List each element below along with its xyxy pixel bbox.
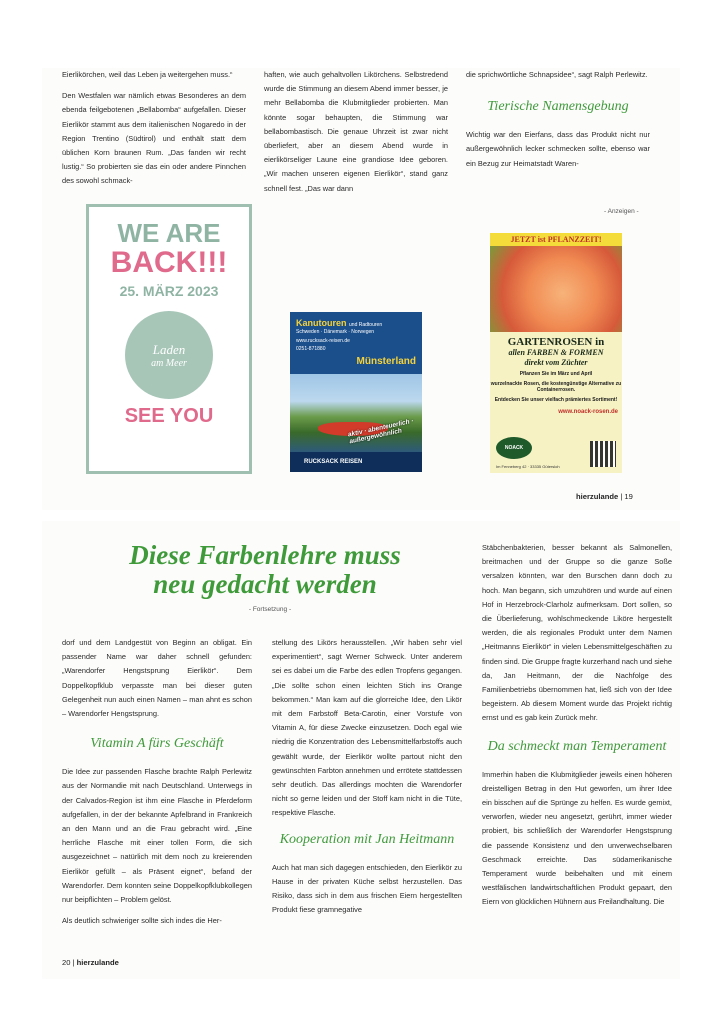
paragraph: Immerhin haben die Klubmitglieder jeweils einen höheren dreistelligen Betrag in den Hut geworfen, um ihrer Idee ein bisschen auf die Sprünge zu helfen. Es wurde gemixt, verworfen, wieder neu angesetzt, gerührt, immer wieder probiert, bis schließlich der Warendorfer Hengstsprung die passende Konsistenz und den unverwechselbaren Geschmack erreichte. Das südamerikanische Temperament wurde beibehalten und mit einem westfälischen landwirtschaftlichen Produkt gepaart, den Eiern von glücklichen Hühnern aus Freilandhaltung. Die bbox=[482, 769, 672, 907]
paragraph: die sprichwörtliche Schnapsidee“, sagt Ralph Perlewitz. bbox=[466, 70, 648, 79]
article-column-2 bbox=[264, 68, 448, 203]
noack-logo-icon: NOACK bbox=[496, 437, 532, 459]
ad-headline: WE ARE bbox=[117, 218, 221, 248]
ad-text: 0251-871880 bbox=[296, 346, 326, 352]
ad-kanutouren[interactable] bbox=[290, 312, 422, 472]
paragraph: haften, wie auch gehaltvollen Likörchens. Selbstredend wurde die Stimmung an diesem Abend immer besser, je mehr Bellabomba die Klubmitglieder probierten. Man könnte sogar behaupten, die Stimmung war bellabombastisch. Die genaue Uhrzeit ist zwar nicht überliefert, aber an diesem Abend wurde in eierlikörseliger Laune eine grandiose Idee geboren. „Wir machen unseren eigenen Eierlikör“, stand ganz schnell fest. „Das war dann bbox=[264, 70, 448, 193]
section-heading: Kooperation mit Jan Heitmann bbox=[279, 831, 455, 847]
rose-photo bbox=[490, 246, 622, 332]
ad-label: - Anzeigen - bbox=[604, 208, 639, 215]
paragraph: dorf und dem Landgestüt von Beginn an obligat. Ein passender Name war daher schnell gefunden: „Warendorfer Hengstsprung Eierlikör“. Dem Doppelkopfklub verpasste man bei dieser guten Gelegenheit nun auch einen Namen – man ahnt es schon – Warendorfer Hengstsprung. bbox=[62, 638, 252, 719]
continuation-label: - Fortsetzung - bbox=[248, 606, 292, 613]
laden-am-meer-logo-icon bbox=[125, 311, 213, 399]
paragraph: Wichtig war den Eierfans, dass das Produkt nicht nur außergewöhnlich lecker schmecken sollte, ebenso war ein Bezug zur Heimatstadt Waren- bbox=[466, 130, 650, 168]
page-folio: hierzulande | 19 bbox=[576, 492, 633, 501]
ad-title: Kanutouren und Radtouren bbox=[296, 318, 383, 328]
ad-text: Entdecken Sie unser vielfach prämiertes Sortiment! bbox=[494, 396, 618, 403]
paragraph: Eierlikörchen, weil das Leben ja weitergehen muss.“ bbox=[62, 70, 233, 79]
ad-text: wurzelnackte Rosen, die kostengünstige Alternative zu Containerrosen. bbox=[490, 380, 622, 393]
article-column-3 bbox=[466, 68, 650, 178]
article-column-3 bbox=[482, 541, 672, 917]
ad-region: Münsterland bbox=[356, 355, 416, 367]
logo-text: Laden bbox=[152, 341, 186, 357]
article-column-2 bbox=[272, 636, 462, 924]
paragraph: Auch hat man sich dagegen entschieden, den Eierlikör zu Hause in der privaten Küche selbst herzustellen. Das Risiko, dass sich in dem aus frischen Eiern hergestellten Produkt fiese gramnegative bbox=[272, 862, 462, 915]
ad-text: Pflanzen Sie im März und April bbox=[519, 371, 593, 377]
ad-text: Schweden · Dänemark · Norwegen bbox=[296, 329, 375, 335]
section-heading: Vitamin A fürs Geschäft bbox=[90, 736, 224, 752]
article-column-1 bbox=[62, 68, 246, 196]
ad-subtitle: direkt vom Züchter bbox=[524, 358, 588, 367]
paragraph: stellung des Likörs herausstellen. „Wir haben sehr viel experimentiert“, sagt Werner Schweck. Unter anderem sei es dabei um die Farbe des edlen Tropfens gegangen. „Die sollte schon einen leichten Stich ins Orange bekommen.“ Man kam auf die glorreiche Idee, den Likör mit dem Farbstoff Beta-Carotin, einer Vorstufe von Vitamin A, für diese Zwecke einzusetzen. Doch egal wie niedrig die Konzentration des Lebensmittelfarbstoffs auch gewählt wurde, der Eierlikör wollte partout nicht den gewünschten Farbton annehmen und errötete stattdessen sehr deutlich. Das allerdings mochten die Warendorfer nicht so gerne leiden und der Stoff kam nicht in die Tüte, respektive Flasche. bbox=[272, 638, 462, 818]
qr-code-icon[interactable] bbox=[590, 441, 616, 467]
paragraph: Stäbchenbakterien, besser bekannt als Salmonellen, breitmachen und der Gruppe so die ganze Soße versalzen könnten, war den Burschen dann doch zu hoch. Man begann, sich umzuhören und wurde auf einen Hof in Herzebrock-Clarholz aufmerksam. Dort sollen, so die Überlieferung, wohlschmeckende Liköre hergestellt werden, die als regionales Produkt unter dem Namen „Heitmanns Eierlikör“ in vielen Lebensmittelgeschäften zu finden sind. Die Gruppe fragte kurzerhand nach und siehe da, Jan Heitmann, der die Nachfolge des Familienbetriebs übernommen hat, ließ sich von der Idee begeistern. Ab diesem Moment wurde das Projekt richtig ernst und es gab kein Zurück mehr. bbox=[482, 543, 672, 723]
ad-subtitle: allen FARBEN & FORMEN bbox=[508, 348, 604, 357]
ad-title: GARTENROSEN in bbox=[507, 336, 605, 348]
ad-address: Im Fenneberg 42 · 33335 Gütersloh bbox=[496, 464, 560, 469]
page-folio: 20 | hierzulande bbox=[62, 958, 119, 967]
article-column-1 bbox=[62, 636, 252, 935]
ad-tagline: SEE YOU bbox=[124, 405, 214, 427]
ad-slogan: aktiv · abenteuerlich · außergewöhnlich bbox=[347, 417, 415, 446]
article-headline: Diese Farbenlehre muss neu gedacht werden bbox=[129, 540, 401, 599]
ad-we-are-back[interactable] bbox=[86, 204, 252, 474]
ad-text: www.rucksack-reisen.de bbox=[296, 337, 350, 344]
ad-url[interactable]: www.noack-rosen.de bbox=[558, 409, 618, 415]
section-heading: Da schmeckt man Temperament bbox=[487, 738, 667, 754]
paragraph: Als deutlich schwieriger sollte sich indes die Her- bbox=[62, 916, 222, 926]
logo-text: am Meer bbox=[151, 357, 187, 369]
ad-date: 25. MÄRZ 2023 bbox=[119, 283, 219, 299]
ad-headline: BACK!!! bbox=[110, 246, 228, 279]
ad-footer: RUCKSACK REISEN bbox=[290, 452, 422, 472]
ad-gartenrosen[interactable] bbox=[490, 233, 622, 473]
paragraph: Den Westfalen war nämlich etwas Besonderes an dem ebenda feilgebotenen „Bellabomba“ aufgefallen. Dieser Eierlikör stammt aus dem italienischen Nogaredo in der Region Trentino (Südtirol) und enthält statt dem üblichen Korn braunen Rum. „Das fanden wir recht lustig.“ So probierten sie das ein oder andere Pinnchen des sowohl schmack- bbox=[62, 91, 246, 186]
paragraph: Die Idee zur passenden Flasche brachte Ralph Perlewitz aus der Normandie mit nach Deutschland. Unterwegs in der Calvados-Region ist ihm eine Flasche in Pferdeform aufgefallen, in der der bekannte Apfelbrand in Frankreich an den Mann und an die Frau gebracht wird. „Eine herrliche Flasche mit einer tollen Form, die sich ausgezeichnet – natürlich mit dem noch zu kreierenden Eierlikör gefüllt – als Präsent eignet“, befand der Warendorfer. Dem konnten seine Doppelkopfklubkollegen nur beipflichten – Problem gelöst. bbox=[62, 767, 252, 905]
section-heading: Tierische Namensgebung bbox=[487, 99, 629, 115]
ad-header: JETZT ist PFLANZZEIT! bbox=[490, 233, 622, 246]
